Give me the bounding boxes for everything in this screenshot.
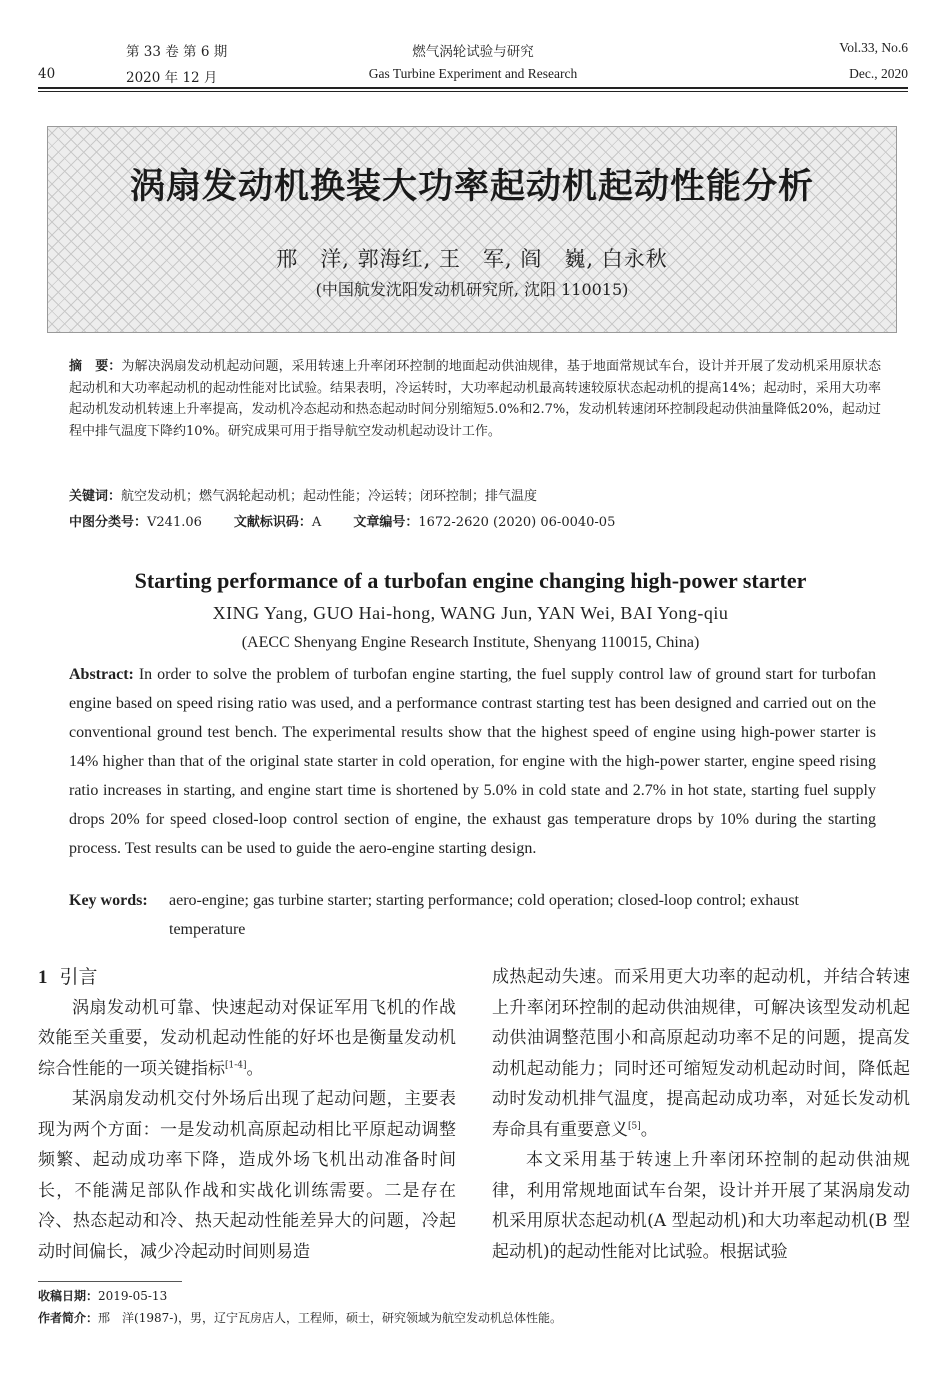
authors-cn: 邢 洋, 郭海红, 王 军, 阎 巍, 白永秋 bbox=[276, 247, 668, 271]
footnote-received bbox=[38, 1287, 167, 1304]
affiliation-en: (AECC Shenyang Engine Research Institute, Shenyang 110015, China) bbox=[241, 634, 700, 651]
abstract-en-label: Abstract: bbox=[69, 666, 134, 683]
body-column-left bbox=[38, 962, 456, 1267]
keywords-en-label: Key words: bbox=[69, 892, 148, 909]
paper-title-cn: 涡扇发动机换装大功率起动机起动性能分析 bbox=[129, 167, 814, 207]
date-cn: 2020 年 12 月 bbox=[126, 70, 218, 86]
clc-label: 中图分类号： bbox=[69, 515, 148, 530]
affiliation-cn: (中国航发沈阳发动机研究所, 沈阳 110015) bbox=[315, 280, 629, 299]
classification-line bbox=[69, 512, 881, 534]
section-title: 引言 bbox=[59, 966, 98, 988]
keywords-cn-text: 航空发动机；燃气涡轮起动机；起动性能；冷运转；闭环控制；排气温度 bbox=[121, 489, 538, 504]
section-heading bbox=[38, 962, 456, 993]
received-date: 2019-05-13 bbox=[98, 1289, 168, 1303]
paragraph-2-continued bbox=[492, 962, 910, 1145]
paragraph-1-text: 涡扇发动机可靠、快速起动对保证军用飞机的作战效能至关重要，发动机起动性能的好坏也是衡量发动机综合性能的一项关键指标 bbox=[38, 997, 456, 1079]
header-rule-thick bbox=[38, 87, 908, 89]
doc-code-value: A bbox=[311, 515, 322, 530]
keywords-cn-label: 关键词： bbox=[69, 489, 122, 504]
abstract-en bbox=[69, 660, 876, 863]
doc-code-label: 文献标识码： bbox=[233, 515, 312, 530]
paragraph-2: 某涡扇发动机交付外场后出现了起动问题，主要表现为两个方面：一是发动机高原起动相比平原起动调整频繁、起动成功率下降，造成外场飞机出动准备时间长，不能满足部队作战和实战化训练需要。二是存在冷、热态起动和冷、热天起动性能差异大的问题，冷起动时间偏长，减少冷起动时间则易造 bbox=[38, 1089, 456, 1262]
footnote-rule bbox=[38, 1281, 182, 1282]
abstract-cn bbox=[69, 356, 881, 442]
paragraph-2-cont-end: 。 bbox=[640, 1119, 658, 1140]
paragraph-2-cont-text: 成热起动失速。而采用更大功率的起动机，并结合转速上升率闭环控制的起动供油规律，可解决该型发动机起动供油调整范围小和高原起动功率不足的问题，提高发动机起动能力；同时还可缩短发动机起动时间，降低起动时发动机排气温度，提高起动成功率，对延长发动机寿命具有重要意义 bbox=[492, 967, 910, 1140]
received-label: 收稿日期： bbox=[38, 1289, 99, 1303]
author-bio-label: 作者简介： bbox=[38, 1311, 99, 1325]
section-number: 1 bbox=[38, 967, 48, 988]
header-rule-thin bbox=[38, 91, 908, 92]
date-en: Dec., 2020 bbox=[849, 66, 908, 81]
footnote-author-bio bbox=[38, 1309, 562, 1326]
abstract-cn-text: 为解决涡扇发动机起动问题，采用转速上升率闭环控制的地面起动供油规律，基于地面常规试车台，设计并开展了发动机采用原状态起动机和大功率起动机的起动性能对比试验。结果表明，冷运转时，大功率起动机最高转速较原状态起动机的提高14%；起动时，采用大功率起动机发动机转速上升率提高，发动机冷态起动和热态起动时间分别缩短5.0%和2.7%，发动机转速闭环控制段起动供油量降低20%，起动过程中排气温度下降约10%。研究成果可用于指导航空发动机起动设计工作。 bbox=[69, 359, 881, 439]
author-bio-text: 邢 洋(1987-)，男，辽宁瓦房店人，工程师，硕士，研究领域为航空发动机总体性能。 bbox=[98, 1311, 562, 1325]
page-number: 40 bbox=[38, 66, 56, 82]
volume-issue-en: Vol.33, No.6 bbox=[839, 40, 908, 55]
article-no-label: 文章编号： bbox=[353, 515, 419, 530]
keywords-cn bbox=[69, 486, 881, 508]
abstract-en-text: In order to solve the problem of turbofan engine starting, the fuel supply control law of ground start for turbofan engine based on speed rising ratio was used, and a performance contrast starting test has been designed and carried out on the conventional ground test bench. The experimental results show that the highest speed of engine using high-power starter is 14% higher than that of the original state starter in cold operation, for engine with the high-power starter, engine speed rising ratio increases in starting, and engine start time is shortened by 5.0% in cold state and 2.7% in hot state, starting fuel supply drops 20% for speed closed-loop control section of engine, the exhaust gas temperature drops by 10% during the starting process. Test results can be used to guide the aero-engine starting design. bbox=[69, 666, 877, 857]
paragraph-1-end: 。 bbox=[246, 1058, 264, 1079]
authors-en: XING Yang, GUO Hai-hong, WANG Jun, YAN Wei, BAI Yong-qiu bbox=[212, 603, 729, 623]
title-box bbox=[47, 126, 897, 333]
keywords-en bbox=[69, 886, 876, 944]
paper-title-en: Starting performance of a turbofan engine changing high-power starter bbox=[134, 568, 807, 593]
paragraph-3: 本文采用基于转速上升率闭环控制的起动供油规律，利用常规地面试车台架，设计并开展了某涡扇发动机采用原状态起动机(A 型起动机)和大功率起动机(B 型起动机)的起动性能对比试验。根据试验 bbox=[492, 1150, 910, 1262]
journal-name-en: Gas Turbine Experiment and Research bbox=[368, 66, 578, 81]
journal-name-cn: 燃气涡轮试验与研究 bbox=[412, 44, 534, 60]
citation-5: [5] bbox=[628, 1120, 641, 1131]
body-column-right bbox=[492, 962, 910, 1267]
volume-issue-cn: 第 33 卷 第 6 期 bbox=[126, 44, 228, 60]
clc-value: V241.06 bbox=[147, 515, 202, 530]
keywords-en-text: aero-engine; gas turbine starter; starting performance; cold operation; closed-loop control; exhaust temperature bbox=[169, 892, 799, 938]
article-no-value: 1672-2620 (2020) 06-0040-05 bbox=[418, 515, 616, 530]
citation-1-4: [1-4] bbox=[225, 1059, 247, 1070]
paragraph-1 bbox=[38, 993, 456, 1085]
abstract-cn-label: 摘 要： bbox=[69, 359, 122, 374]
